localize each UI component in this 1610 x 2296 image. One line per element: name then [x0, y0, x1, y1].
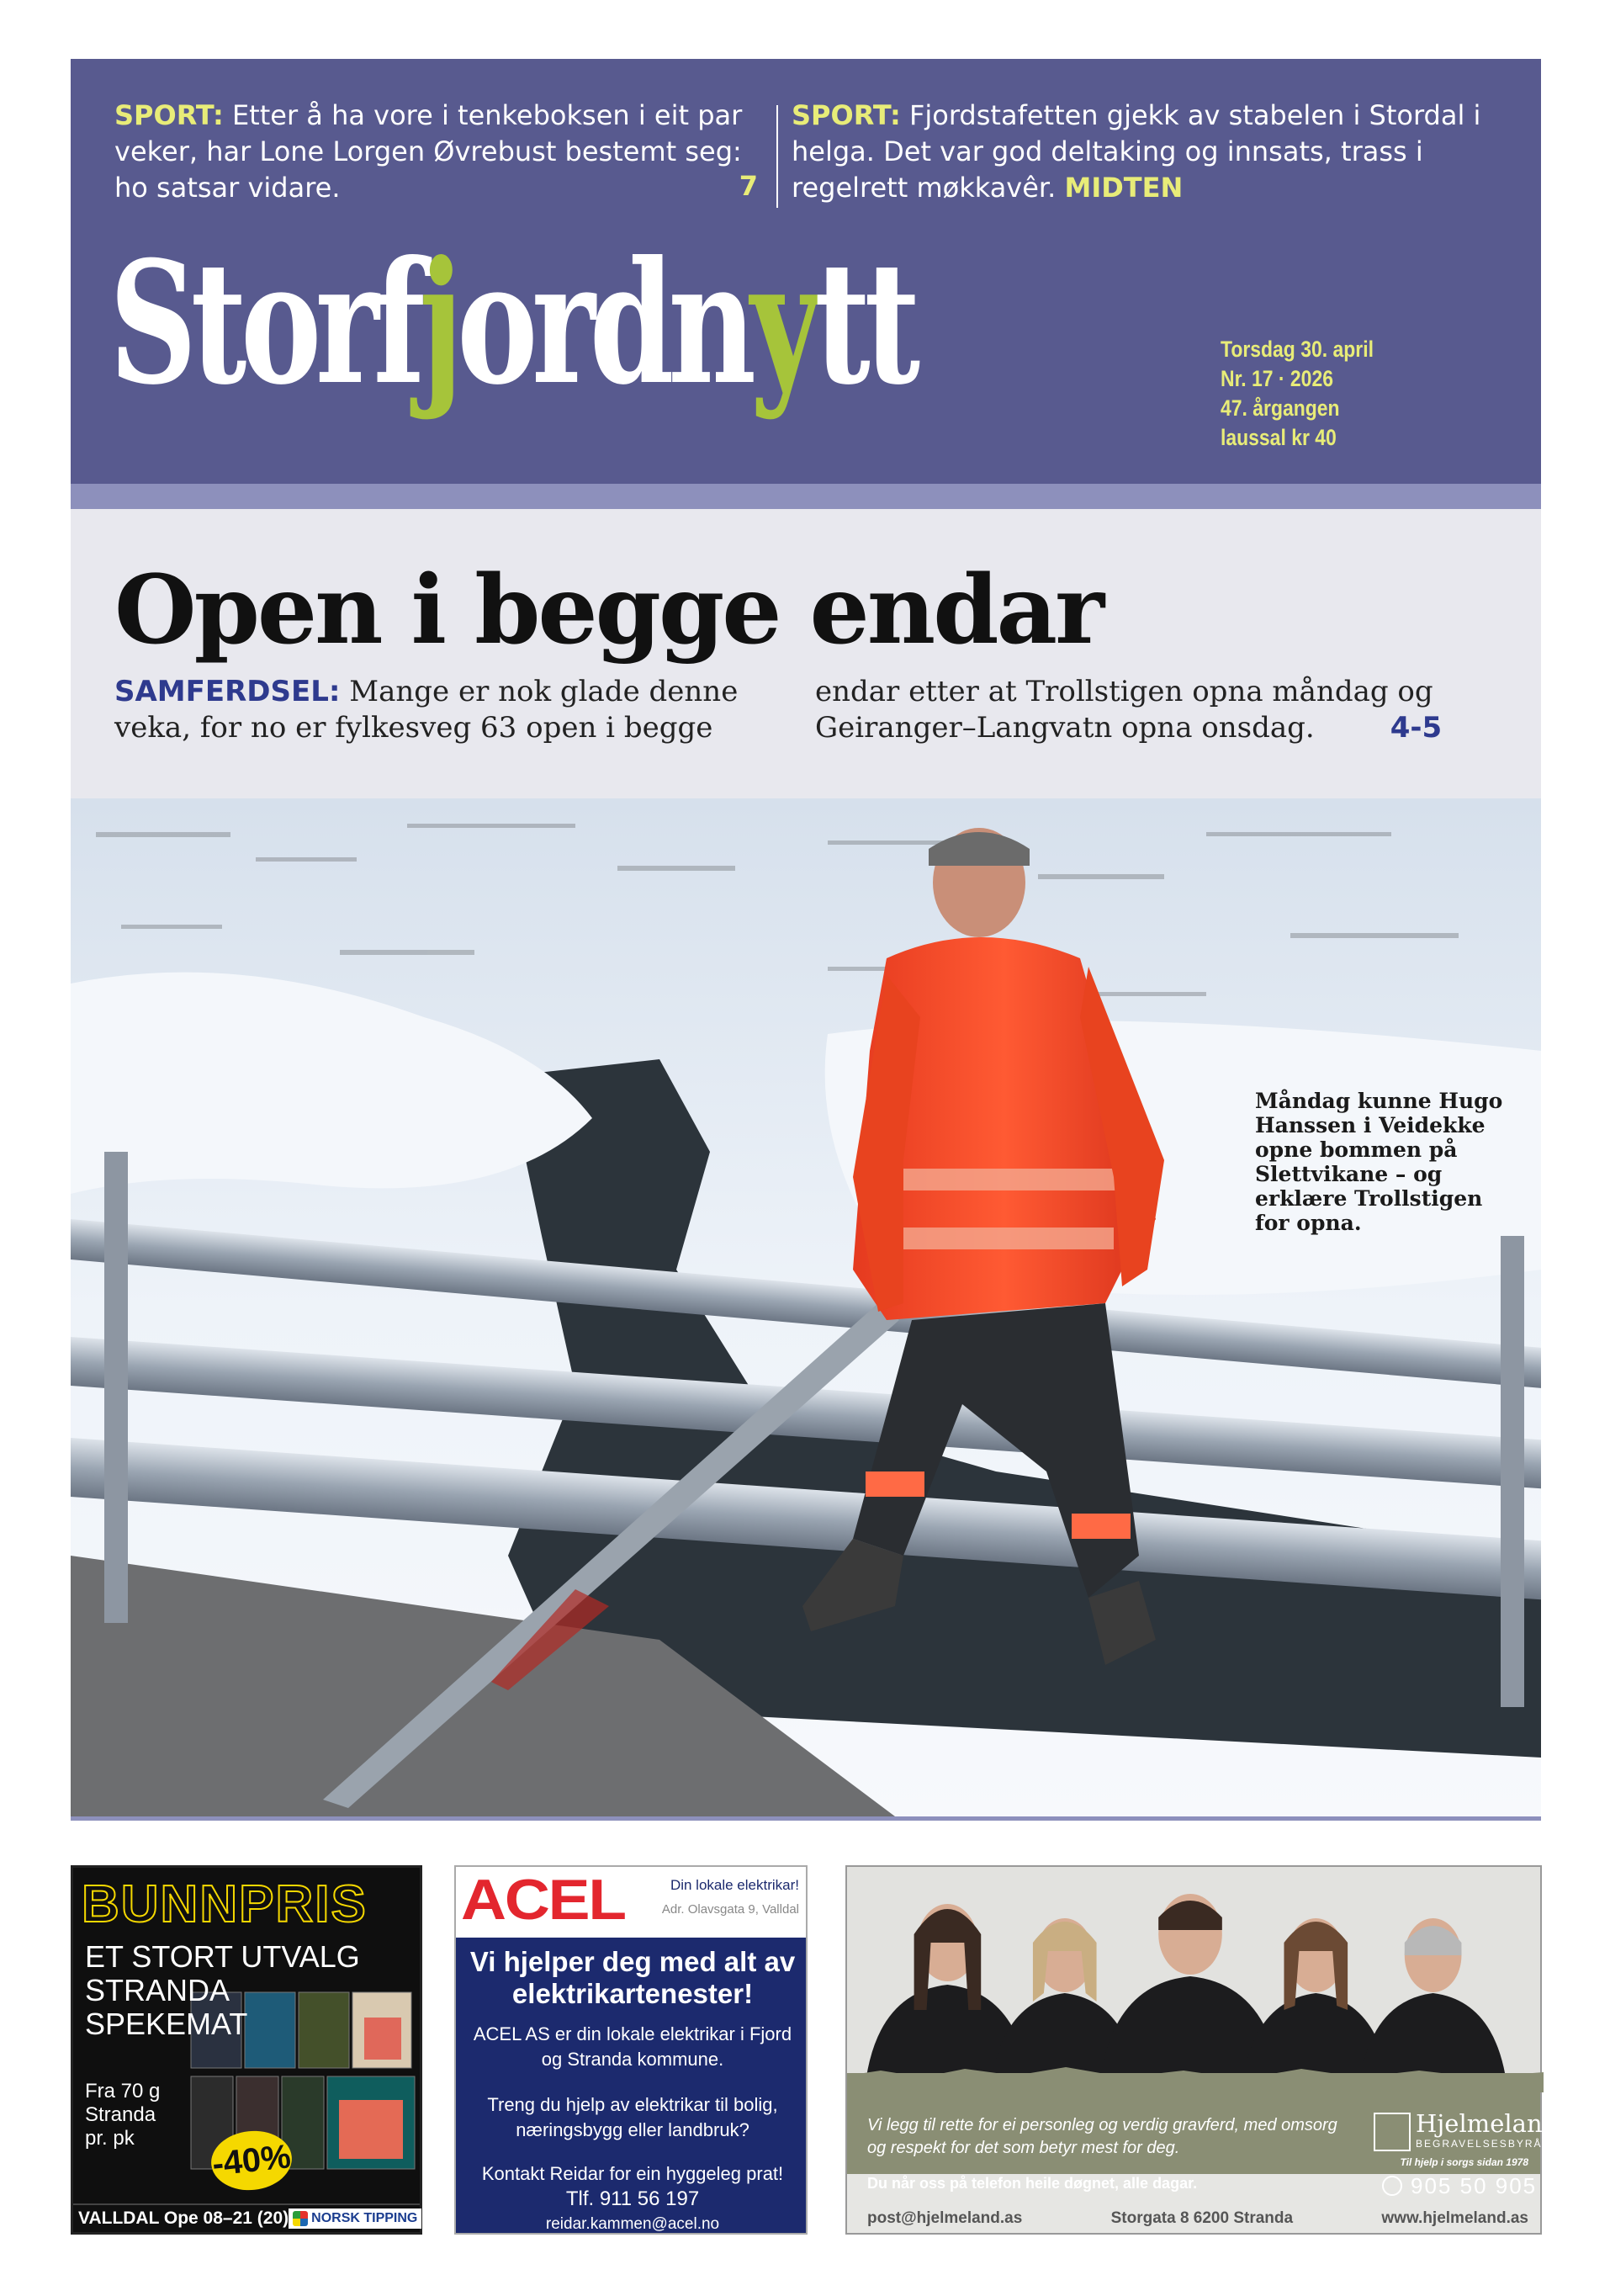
teaser-kicker: SPORT: — [792, 99, 901, 131]
acel-address: Adr. Olavsgata 9, Valldal — [661, 1902, 799, 1917]
newspaper-logo[interactable]: Storfjordnytt — [109, 225, 914, 422]
acel-header — [456, 1867, 806, 1938]
ad-acel[interactable] — [454, 1865, 808, 2235]
acel-intro: ACEL AS er din lokale elektrikar i Fjord og Stranda kommune. — [473, 2023, 792, 2070]
sport-teaser-right[interactable] — [792, 98, 1515, 206]
phone-icon — [1382, 2176, 1402, 2196]
teaser-text: Etter å ha vore i tenkeboksen i eit par veker, har Lone Lorgen Øvrebust bestemt seg: ho satsar vidare. — [114, 99, 743, 204]
bunnpris-footer — [73, 2203, 420, 2232]
issue-info — [1221, 335, 1374, 453]
hjelmeland-phone[interactable]: 905 50 905 — [1382, 2173, 1537, 2199]
bunnpris-headline: ET STORT UTVALG STRANDA SPEKEMAT — [85, 1939, 360, 2041]
teaser-page-ref: 7 — [739, 170, 758, 202]
photo-illustration — [71, 798, 1541, 1816]
acel-headline: Vi hjelper deg med alt av elektrikartenester! — [469, 1946, 796, 2009]
hjelmeland-website[interactable]: www.hjelmeland.as — [1381, 2209, 1528, 2227]
ad-hjelmeland[interactable]: Vi legg til rette for ei personleg og verdig gravferd, med omsorg og respekt for det som betyr mest for deg. Du når oss på telefon heile døgnet, alle dagar. Hjelmeland BEGRAVELSESBYRÅ Til hjelp i sorgs sidan 1978 905 50 905 post@hjelmeland.as Storgata 8 6200 Stranda www.hjelmeland.as — [845, 1865, 1542, 2235]
issue-price: laussal kr 40 — [1221, 425, 1337, 450]
opening-hours: VALLDAL Ope 08–21 (20) — [78, 2209, 289, 2228]
discount-badge: -40% — [209, 2127, 295, 2194]
hjelmeland-logo-icon — [1374, 2113, 1411, 2151]
norsk-tipping-icon — [293, 2211, 308, 2226]
masthead-shade — [71, 484, 1541, 509]
issue-volume: 47. årgangen — [1221, 395, 1340, 421]
photo-caption: Måndag kunne Hugo Hanssen i Veidekke opne bommen på Slettvikane – og erklære Trollstigen for opna. — [1255, 1089, 1503, 1235]
rail-post — [1501, 1236, 1524, 1707]
bunnpris-logo: BUNNPRIS — [82, 1875, 368, 1933]
hjelmeland-email[interactable]: post@hjelmeland.as — [867, 2209, 1023, 2227]
hjelmeland-availability: Du når oss på telefon heile døgnet, alle dagar. — [867, 2175, 1198, 2192]
lead-text-right: endar etter at Trollstigen opna måndag og Geiranger–Langvatn opna onsdag. 4-5 — [815, 675, 1443, 745]
sport-teaser-left[interactable] — [114, 98, 758, 206]
hjelmeland-address: Storgata 8 6200 Stranda — [1110, 2209, 1294, 2227]
photo-divider — [71, 1816, 1541, 1821]
norsk-tipping-badge: NORSK TIPPING — [289, 2209, 421, 2229]
acel-logo: ACEL — [461, 1868, 625, 1932]
acel-phone[interactable]: Tlf. 911 56 197 — [565, 2187, 700, 2210]
teaser-kicker: SPORT: — [114, 99, 224, 131]
teaser-page-ref: MIDTEN — [1064, 172, 1184, 204]
hjelmeland-slogan: Til hjelp i sorgs sidan 1978 — [1400, 2156, 1528, 2168]
bunnpris-price-info: Fra 70 g Stranda pr. pk — [85, 2080, 161, 2150]
hjelmeland-footer — [847, 2200, 1540, 2236]
issue-number: Nr. 17 · 2026 — [1221, 366, 1333, 391]
lead-story-header — [71, 509, 1541, 798]
ad-bunnpris[interactable] — [71, 1865, 422, 2235]
acel-contact: Kontakt Reidar for ein hyggeleg prat! Tlf. 911 56 197 reidar.kammen@acel.no — [466, 2161, 799, 2237]
acel-question: Treng du hjelp av elektrikar til bolig, næringsbygg eller landbruk? — [487, 2094, 778, 2140]
teaser-divider — [776, 105, 778, 208]
teaser-text: Fjordstafetten gjekk av stabelen i Stordal i helga. Det var god deltaking og innsats, trass i regelrett møkkavêr. — [792, 99, 1481, 204]
lead-kicker: SAMFERDSEL: — [114, 675, 341, 708]
hjelmeland-description: Vi legg til rette for ei personleg og verdig gravferd, med omsorg og respekt for det som betyr mest for deg. — [867, 2116, 1337, 2157]
lead-headline[interactable]: Open i begge endar — [114, 555, 1103, 665]
acel-tagline: Din lokale elektrikar! — [670, 1877, 799, 1893]
masthead — [71, 59, 1541, 484]
lead-text-left: SAMFERDSEL: Mange er nok glade denne veka, for no er fylkesveg 63 open i begge — [114, 675, 739, 745]
issue-date: Torsdag 30. april — [1221, 337, 1374, 362]
acel-email[interactable]: reidar.kammen@acel.no — [545, 2215, 720, 2233]
lead-page-ref: 4-5 — [1390, 711, 1443, 745]
lead-photo[interactable] — [71, 798, 1541, 1816]
rail-post — [104, 1152, 128, 1623]
